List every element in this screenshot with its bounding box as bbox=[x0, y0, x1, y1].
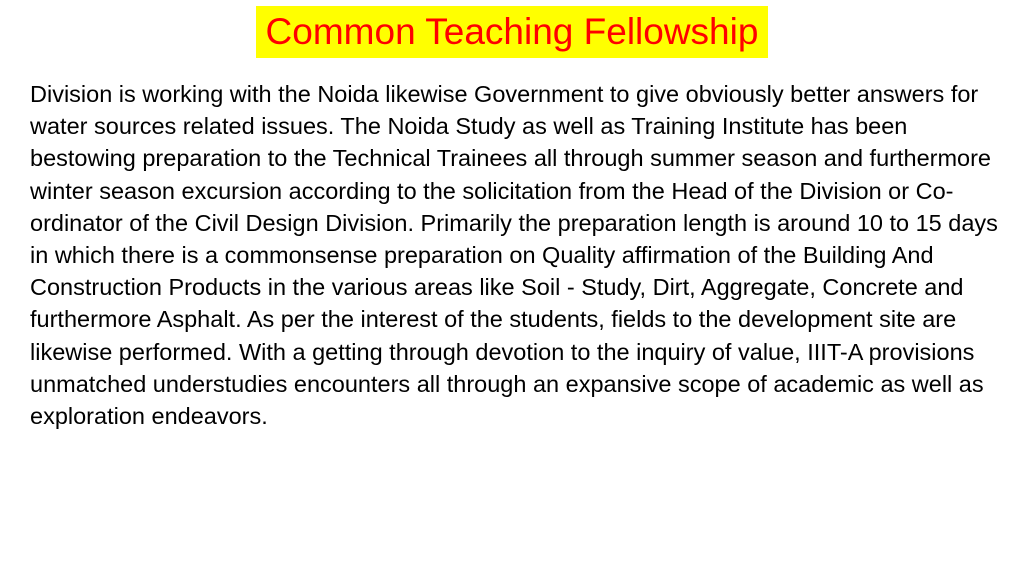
title-container bbox=[0, 6, 1024, 58]
slide-title: Common Teaching Fellowship bbox=[256, 6, 769, 58]
slide-body-text: Division is working with the Noida likewise Government to give obviously better answers for water sources related issues. The Noida Study as well as Training Institute has been bestowing preparation to the Technical Trainees all through summer season and furthermore winter season excursion according to the solicitation from the Head of the Division or Co-ordinator of the Civil Design Division. Primarily the preparation length is around 10 to 15 days in which there is a commonsense preparation on Quality affirmation of the Building And Construction Products in the various areas like Soil - Study, Dirt, Aggregate, Concrete and furthermore Asphalt. As per the interest of the students, fields to the development site are likewise performed. With a getting through devotion to the inquiry of value, IIIT-A provisions unmatched understudies encounters all through an expansive scope of academic as well as exploration endeavors. bbox=[30, 81, 998, 430]
